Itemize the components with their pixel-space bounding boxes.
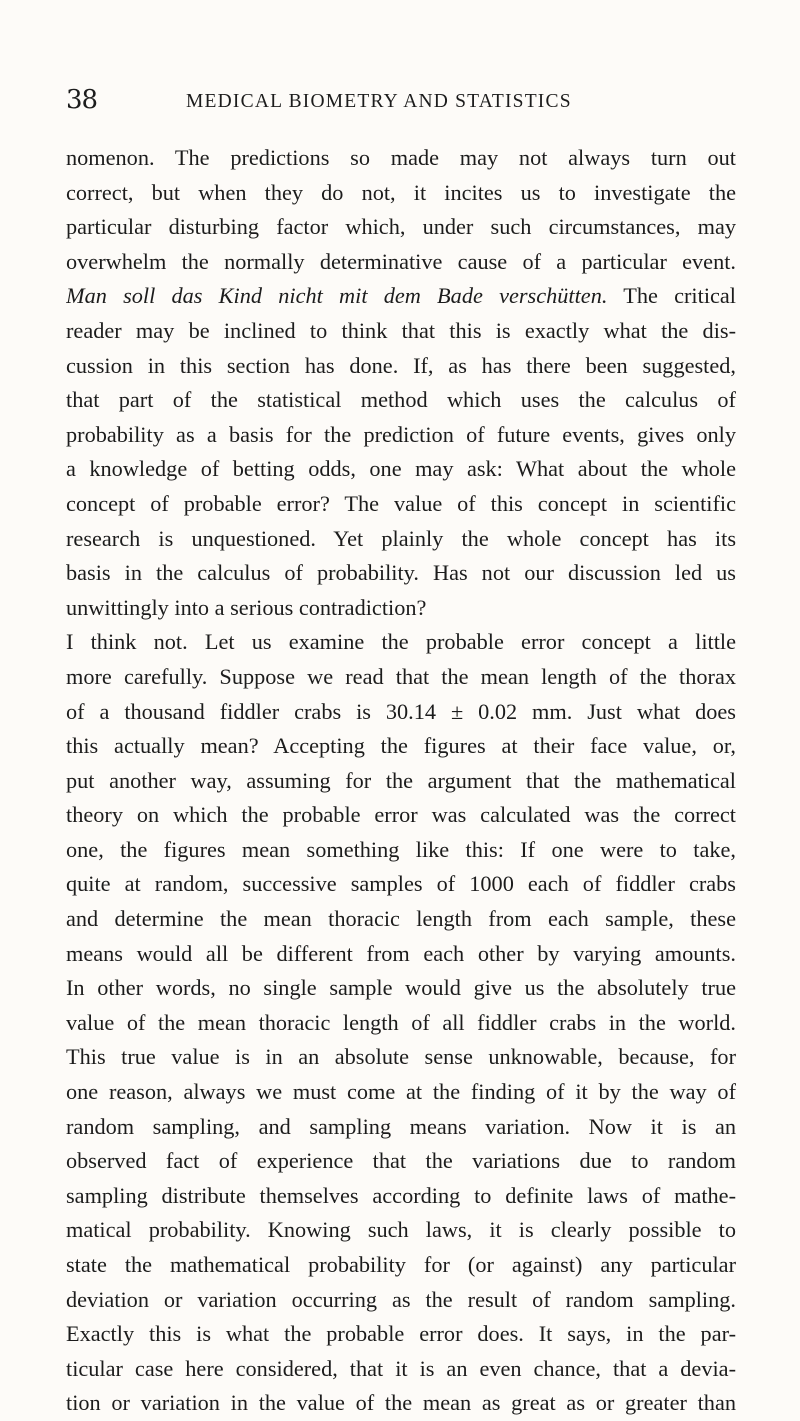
text-line-rest: The critical bbox=[607, 283, 736, 309]
text-line: random sampling, and sampling means variation. Now it is an bbox=[66, 1113, 736, 1139]
text-line: theory on which the probable error was calculated was the correct bbox=[66, 802, 736, 828]
text-line: value of the mean thoracic length of all fiddler crabs in the world. bbox=[66, 1009, 736, 1035]
text-line: nomenon. The predictions so made may not always turn out bbox=[66, 145, 736, 170]
text-line: unwittingly into a serious contradiction? bbox=[66, 594, 427, 620]
text-line: cussion in this section has done. If, as has there been suggested, bbox=[66, 352, 736, 378]
text-line: put another way, assuming for the argument that the mathematical bbox=[66, 767, 736, 793]
text-line: basis in the calculus of probability. Has not our discussion led us bbox=[66, 560, 736, 586]
text-line: of a thousand fiddler crabs is 30.14 ± 0.02 mm. Just what does bbox=[66, 698, 736, 724]
text-line: and determine the mean thoracic length from each sample, these bbox=[66, 906, 736, 932]
page-number: 38 bbox=[66, 85, 98, 115]
text-line: Exactly this is what the probable error does. It says, in the par- bbox=[66, 1321, 736, 1347]
text-line: reader may be inclined to think that this is exactly what the dis- bbox=[66, 317, 736, 343]
text-line: research is unquestioned. Yet plainly the whole concept has its bbox=[66, 525, 736, 551]
text-line: a knowledge of betting odds, one may ask: What about the whole bbox=[66, 456, 736, 482]
text-line: overwhelm the normally determinative cause of a particular event. bbox=[66, 248, 736, 274]
text-line: sampling distribute themselves according to definite laws of mathe- bbox=[66, 1182, 736, 1208]
text-line: tion or variation in the value of the mean as great as or greater than bbox=[66, 1390, 736, 1416]
text-line: correct, but when they do not, it incites us to investigate the bbox=[66, 179, 736, 205]
text-line: matical probability. Knowing such laws, it is clearly possible to bbox=[66, 1217, 736, 1243]
body-text bbox=[66, 141, 736, 1421]
text-line: one reason, always we must come at the finding of it by the way of bbox=[66, 1079, 736, 1105]
text-line: particular disturbing factor which, under such circumstances, may bbox=[66, 214, 736, 240]
text-line: state the mathematical probability for (or against) any particular bbox=[66, 1252, 736, 1277]
text-line: means would all be different from each other by varying amounts. bbox=[66, 940, 736, 966]
text-line: I think not. Let us examine the probable error concept a little bbox=[66, 629, 736, 655]
text-line: ticular case here considered, that it is an even chance, that a devia- bbox=[66, 1355, 736, 1381]
text-line: quite at random, successive samples of 1000 each of fiddler crabs bbox=[66, 871, 736, 897]
text-line: observed fact of experience that the variations due to random bbox=[66, 1148, 736, 1174]
text-line: In other words, no single sample would give us the absolutely true bbox=[66, 975, 736, 1001]
text-line: probability as a basis for the prediction of future events, gives only bbox=[66, 421, 736, 447]
text-line: concept of probable error? The value of this concept in scientific bbox=[66, 490, 736, 516]
text-line: one, the figures mean something like this: If one were to take, bbox=[66, 836, 736, 862]
text-line: more carefully. Suppose we read that the mean length of the thorax bbox=[66, 663, 736, 689]
running-title: MEDICAL BIOMETRY AND STATISTICS bbox=[186, 91, 572, 112]
running-head bbox=[66, 85, 736, 125]
text-line: that part of the statistical method which uses the calculus of bbox=[66, 387, 736, 413]
text-line: this actually mean? Accepting the figures at their face value, or, bbox=[66, 733, 736, 759]
text-line: This true value is in an absolute sense unknowable, because, for bbox=[66, 1044, 736, 1070]
text-line bbox=[66, 279, 736, 314]
text-line: deviation or variation occurring as the result of random sampling. bbox=[66, 1286, 736, 1312]
german-proverb: Man soll das Kind nicht mit dem Bade verschütten. bbox=[66, 283, 608, 309]
